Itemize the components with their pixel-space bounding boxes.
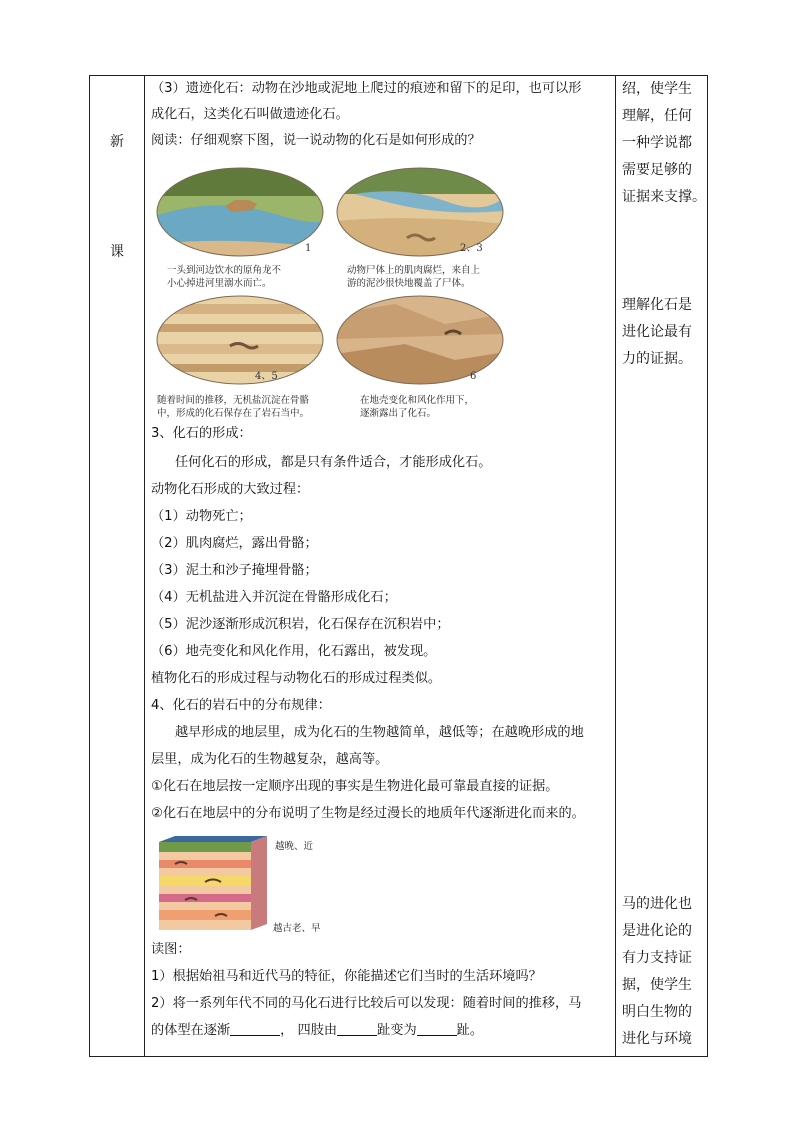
strata-label-ancient: 越古老、早 bbox=[273, 923, 321, 934]
process-step-2: （2）肌肉腐烂，露出骨骼； bbox=[151, 536, 318, 551]
panel-2-number: 2、3 bbox=[460, 243, 483, 254]
notes-cell bbox=[616, 76, 708, 1057]
body-size-answer-blank[interactable] bbox=[230, 1021, 280, 1036]
panel-3-caption-line-1: 随着时间的推移，无机盐沉淀在骨骼 bbox=[157, 395, 310, 406]
process-step-5: （5）泥沙逐渐形成沉积岩，化石保存在沉积岩中； bbox=[151, 617, 450, 632]
point-2: ②化石在地层中的分布说明了生物是经过漫长的地质年代逐渐进化而来的。 bbox=[151, 806, 585, 821]
process-step-4: （4）无机盐进入并沉淀在骨骼形成化石； bbox=[151, 590, 397, 605]
question-2-text-b: ， 四肢由 bbox=[280, 1023, 338, 1038]
content-cell bbox=[145, 76, 616, 1057]
panel-exposure-image bbox=[335, 294, 505, 386]
note-1-line-4: 需要足够的 bbox=[622, 162, 692, 178]
note-1-line-2: 理解，任何 bbox=[622, 108, 692, 124]
question-1: 1）根据始祖马和近代马的特征，你能描述它们当时的生活环境吗？ bbox=[151, 969, 542, 984]
section-label-char-2: 课 bbox=[110, 244, 124, 260]
strata-label-recent: 越晚、近 bbox=[275, 841, 314, 852]
fossil-formation-figure bbox=[155, 166, 505, 419]
section-4-title: 4、化石的岩石中的分布规律： bbox=[151, 698, 331, 713]
note-1-line-3: 一种学说都 bbox=[622, 135, 692, 151]
section-4-paragraph-line-2: 层里，成为化石的生物越复杂，越高等。 bbox=[151, 752, 389, 767]
panel-2-caption-line-2: 游的泥沙很快地覆盖了尸体。 bbox=[347, 278, 471, 289]
question-2-text-d: 趾。 bbox=[456, 1023, 484, 1038]
note-3-line-3: 有力支持证 bbox=[622, 950, 692, 966]
note-1-line-5: 证据来支撑。 bbox=[622, 189, 706, 205]
toe-count-from-blank[interactable] bbox=[337, 1021, 377, 1036]
process-step-6: （6）地壳变化和风化作用，化石露出，被发现。 bbox=[151, 644, 437, 659]
panel-4-number: 6 bbox=[470, 371, 477, 382]
section-4-paragraph-line-1: 越早形成的地层里，成为化石的生物越简单，越低等；在越晚形成的地 bbox=[175, 725, 584, 740]
process-step-3: （3）泥土和沙子掩埋骨骼； bbox=[151, 563, 318, 578]
note-1-line-1: 绍，使学生 bbox=[622, 81, 692, 97]
lesson-table bbox=[89, 75, 708, 1057]
strata-block-image bbox=[155, 834, 275, 934]
strata-figure bbox=[155, 834, 355, 934]
panel-1-caption-line-2: 小心掉进河里溺水而亡。 bbox=[167, 278, 272, 289]
note-3-line-5: 明白生物的 bbox=[622, 1004, 692, 1020]
panel-2-caption-line-1: 动物尸体上的肌肉腐烂，来自上 bbox=[347, 265, 481, 276]
plant-fossil-note: 植物化石的形成过程与动物化石的形成过程类似。 bbox=[151, 671, 442, 686]
section-label-char-1: 新 bbox=[110, 134, 124, 150]
section-3-paragraph: 任何化石的形成，都是只有条件适合，才能形成化石。 bbox=[175, 455, 492, 470]
note-3-line-2: 是进化论的 bbox=[622, 923, 692, 939]
section-label-cell bbox=[90, 76, 145, 1057]
toe-count-to-blank[interactable] bbox=[417, 1021, 457, 1036]
panel-3-number: 4、5 bbox=[255, 371, 278, 382]
panel-3-caption-line-2: 中，形成的化石保存在了岩石当中。 bbox=[157, 408, 310, 419]
read-figure-label: 读图： bbox=[151, 942, 191, 957]
note-2-line-1: 理解化石是 bbox=[622, 297, 692, 313]
note-3-line-6: 进化与环境 bbox=[622, 1031, 692, 1047]
panel-1-caption-line-1: 一头到河边饮水的原角龙不 bbox=[167, 265, 282, 276]
note-3-line-4: 据，使学生 bbox=[622, 977, 692, 993]
question-2-line-2 bbox=[151, 1018, 609, 1044]
panel-drowning-image bbox=[155, 166, 325, 258]
panel-1-number: 1 bbox=[305, 243, 312, 254]
section-3-title: 3、化石的形成： bbox=[151, 426, 252, 441]
point-1: ①化石在地层按一定顺序出现的事实是生物进化最可靠最直接的证据。 bbox=[151, 779, 559, 794]
panel-mineralization-image bbox=[155, 294, 325, 386]
fossil-trace-line-2: 成化石，这类化石叫做遗迹化石。 bbox=[151, 107, 349, 122]
note-2-line-3: 力的证据。 bbox=[622, 351, 692, 367]
panel-4-caption-line-2: 逐渐露出了化石。 bbox=[360, 408, 437, 419]
process-step-1: （1）动物死亡； bbox=[151, 509, 252, 524]
question-2-line-1: 2）将一系列年代不同的马化石进行比较后可以发现：随着时间的推移，马 bbox=[151, 996, 582, 1011]
process-title: 动物化石形成的大致过程： bbox=[151, 482, 310, 497]
reading-prompt: 阅读：仔细观察下图，说一说动物的化石是如何形成的？ bbox=[151, 133, 481, 148]
question-2-text-c: 趾变为 bbox=[377, 1023, 417, 1038]
question-2-text-a: 的体型在逐渐 bbox=[151, 1023, 231, 1038]
note-2-line-2: 进化论最有 bbox=[622, 324, 692, 340]
note-3-line-1: 马的进化也 bbox=[622, 896, 692, 912]
panel-4-caption-line-1: 在地壳变化和风化作用下， bbox=[360, 395, 475, 406]
fossil-trace-line-1: （3）遗迹化石：动物在沙地或泥地上爬过的痕迹和留下的足印，也可以形 bbox=[151, 81, 582, 96]
